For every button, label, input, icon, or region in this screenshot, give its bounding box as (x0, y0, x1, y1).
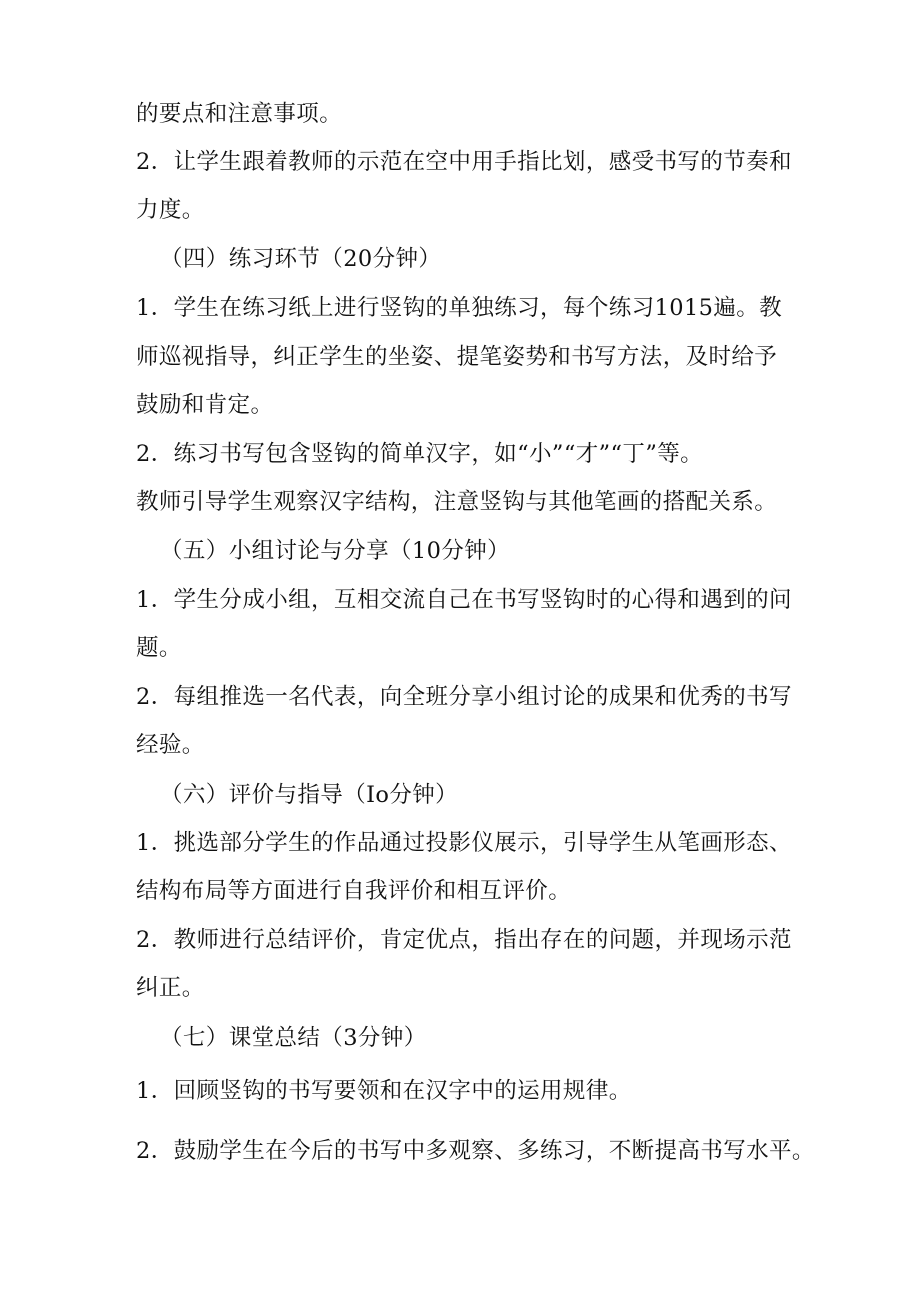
text-line: 力度。 (136, 197, 205, 223)
text-line: 教师引导学生观察汉字结构，注意竖钩与其他笔画的搭配关系。 (136, 489, 778, 515)
section-heading: （五）小组讨论与分享（10分钟） (160, 538, 511, 564)
section-heading: （四）练习环节（20分钟） (160, 246, 442, 272)
list-item: 1．学生在练习纸上进行竖钩的单独练习，每个练习1015遍。教 (136, 295, 783, 321)
list-item: 1．挑选部分学生的作品通过投影仪展示，引导学生从笔画形态、 (136, 830, 792, 856)
text-line: 纠正。 (136, 975, 205, 1001)
text-line: 题。 (136, 635, 182, 661)
list-item: 1．回顾竖钩的书写要领和在汉字中的运用规律。 (136, 1078, 632, 1104)
text-line: 结构布局等方面进行自我评价和相互评价。 (136, 878, 572, 904)
text-line: 的要点和注意事项。 (136, 101, 343, 127)
section-heading: （六）评价与指导（Io分钟） (160, 782, 459, 808)
text-line: 经验。 (136, 732, 205, 758)
list-item: 2．鼓励学生在今后的书写中多观察、多练习，不断提高书写水平。 (136, 1138, 815, 1164)
list-item: 1．学生分成小组，互相交流自己在书写竖钩时的心得和遇到的问 (136, 587, 792, 613)
text-line: 鼓励和肯定。 (136, 392, 274, 418)
list-item: 2．练习书写包含竖钩的简单汉字，如“小”“才”“丁”等。 (136, 441, 704, 467)
list-item: 2．让学生跟着教师的示范在空中用手指比划，感受书写的节奏和 (136, 149, 792, 175)
list-item: 2．每组推选一名代表，向全班分享小组讨论的成果和优秀的书写 (136, 684, 792, 710)
list-item: 2．教师进行总结评价，肯定优点，指出存在的问题，并现场示范 (136, 927, 792, 953)
text-line: 师巡视指导，纠正学生的坐姿、提笔姿势和书写方法，及时给予 (136, 344, 778, 370)
section-heading: （七）课堂总结（3分钟） (160, 1025, 427, 1051)
